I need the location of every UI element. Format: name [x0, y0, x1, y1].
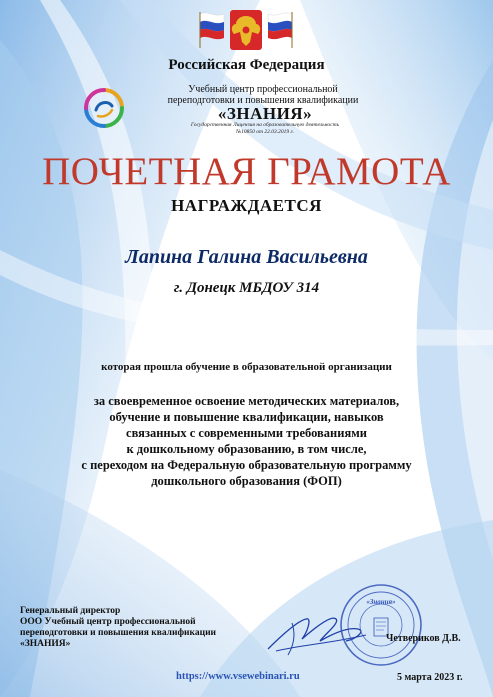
recipient-place: г. Донецк МБДОУ 314 [173, 280, 320, 296]
country-heading: Российская Федерация [168, 57, 325, 73]
director-line: «ЗНАНИЯ» [20, 639, 71, 649]
reason-line: обучение и повышение квалификации, навыков [109, 410, 384, 424]
director-line: ООО Учебный центр профессиональной [20, 617, 196, 627]
znaniya-logo-icon [80, 84, 128, 132]
organization-line-2: переподготовки и повышения квалификации [167, 95, 359, 106]
license-line-1: Государственная Лицензия на образовательную деятельность [190, 122, 340, 128]
issue-date: 5 марта 2023 г. [397, 672, 463, 683]
director-block [20, 606, 280, 650]
reason-line: за своевременное освоение методических материалов, [93, 394, 400, 408]
recipient-name: Лапина Галина Васильевна [125, 246, 368, 268]
stamp-icon [338, 582, 424, 668]
director-line: переподготовки и повышения квалификации [20, 628, 217, 638]
license-info [140, 122, 390, 136]
reason-line: к дошкольному образованию, в том числе, [126, 442, 367, 456]
awarded-heading: НАГРАЖДАЕТСЯ [171, 196, 322, 215]
organization-line-1: Учебный центр профессиональной [188, 84, 338, 95]
reason-line: связанных с современными требованиями [126, 426, 367, 440]
organization-name: «ЗНАНИЯ» [217, 104, 313, 123]
reason-line: с переходом на Федеральную образовательную программу [81, 458, 412, 472]
website-link[interactable]: https://www.vsewebinari.ru [176, 671, 300, 682]
coat-of-arms-icon [196, 8, 296, 52]
certificate-title: ПОЧЕТНАЯ ГРАМОТА [42, 150, 451, 193]
signer-name: Четвериков Д.В. [386, 633, 461, 644]
organization-description [148, 84, 378, 106]
director-line: Генеральный директор [20, 606, 121, 616]
reason-line: дошкольного образования (ФОП) [151, 474, 342, 488]
intro-text: которая прошла обучение в образовательной организации [101, 361, 392, 373]
stamp-label: «Знания» [366, 598, 396, 606]
award-reason [60, 393, 433, 489]
license-line-2: №10850 от 22.03.2019 г. [236, 129, 294, 135]
